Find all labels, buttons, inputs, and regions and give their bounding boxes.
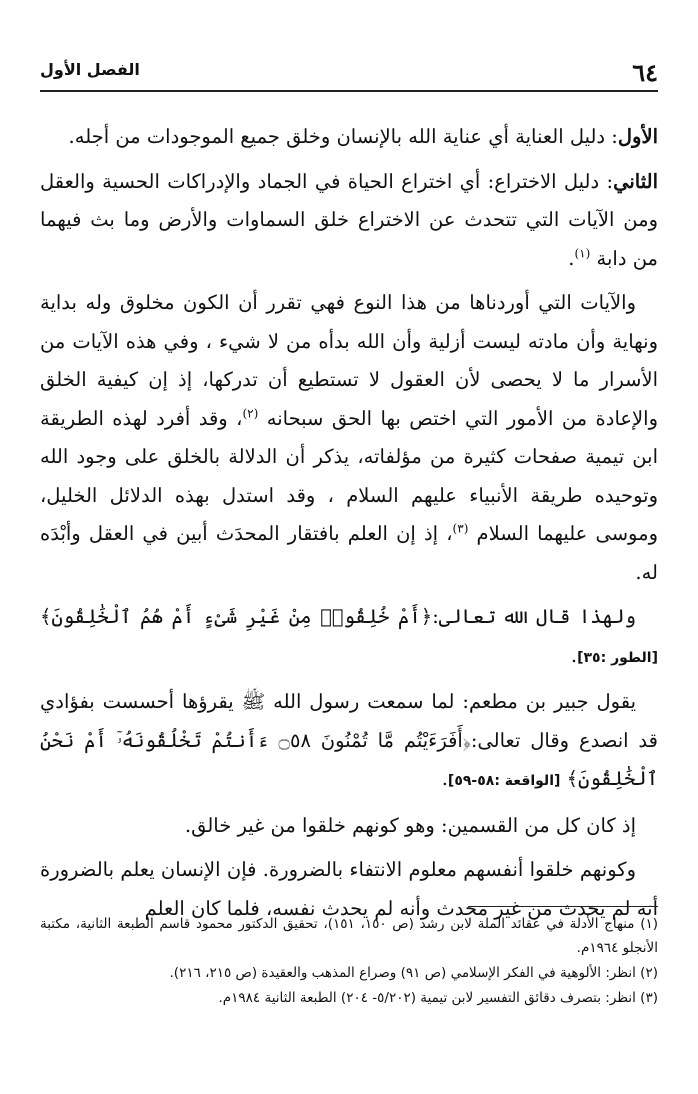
paragraph-first-proof [40, 118, 658, 157]
paragraph-text: والآيات التي أوردناها من هذا النوع فهي تقرر أن الكون مخلوق وله بداية ونهاية وأن مادته ليست أزلية وأن الله بدأه من لا شيء ، وفي هذه الآيات من الأسرار ما لا يحصى لأن العقول لا تستطيع أن تدركها، إذ إن كيفية الخلق والإعادة من الأمور التي اختص بها الحق سبحانه [40, 291, 658, 430]
paragraph-text: ، إذ إن العلم بافتقار المحدَث أبين في العقل وأبْدَه له. [40, 522, 658, 584]
lead-term: الأول [617, 125, 658, 148]
punctuation: . [570, 643, 578, 667]
paragraph-text: : دليل العناية أي عناية الله بالإنسان وخلق جميع الموجودات من أجله. [68, 125, 618, 148]
footnote-3: (٣) انظر: بتصرف دقائق التفسير لابن تيمية (٥/٢٠٢- ٢٠٤) الطبعة الثانية ١٩٨٤م. [218, 990, 658, 1006]
page-number: ٦٤ [632, 58, 658, 87]
paragraph-text: : دليل الاختراع: أي اختراع الحياة في الجماد والإدراكات الحسية والعقل ومن الآيات التي تتحدث عن الاختراع خلق السماوات والأرض وما بث فيهما من دابة [40, 169, 658, 270]
paragraph-two-divisions [40, 807, 658, 846]
paragraph-text: ولهذا قال الله تعالى: [432, 605, 636, 628]
footnote-marker: (١) [574, 246, 591, 260]
paragraph-second-proof [40, 163, 658, 279]
paragraph-text: وكونهم خلقوا أنفسهم معلوم الانتفاء بالضرورة. فإن الإنسان يعلم بالضرورة أنه لم يحدث من غير محدث وأنه لم يحدث نفسه، فلما كان العلم [40, 858, 658, 920]
punctuation: . [441, 767, 448, 790]
main-text [40, 118, 658, 934]
paragraph-verses-discussion [40, 284, 658, 592]
quran-verse: ﴿أَمْ خُلِقُوا۟ مِنْ غَيْرِ شَىْءٍ أَمْ هُمُ ٱلْخَٰلِقُونَ﴾ [40, 605, 433, 628]
paragraph-text: إذ كان كل من القسمين: وهو كونهم خلقوا من غير خالق. [184, 813, 636, 837]
verse-citation: [الطور :٣٥] [577, 649, 658, 666]
lead-term: الثاني [613, 169, 658, 193]
quran-verse: ﴿أَفَرَءَيْتُم مَّا تُمْنُونَ ۝٥٨ ءَأَنتُمْ تَخْلُقُونَهُۥٓ أَمْ نَحْنُ ٱلْخَٰلِقُونَ﴾ [40, 728, 658, 790]
paragraph-quran-tur [40, 598, 658, 677]
footnote-marker: (٢) [242, 406, 259, 420]
footnote-separator [468, 906, 658, 907]
footnotes [40, 912, 658, 1011]
chapter-title: الفصل الأول [40, 60, 140, 79]
punctuation: . [568, 246, 575, 270]
paragraph-quran-waqia [40, 683, 658, 801]
header-rule [40, 90, 658, 92]
footnote-2: (٢) انظر: الألوهية في الفكر الإسلامي (ص ٩١) وصراع المذهب والعقيدة (ص ٢١٥، ٢١٦). [169, 965, 658, 981]
paragraph-text: يقول جبير بن مطعم: لما سمعت رسول الله ﷺ يقرؤها أحسست بفؤادي قد انصدع وقال تعالى: [40, 690, 658, 752]
verse-citation: [الواقعة :٥٨-٥٩] [447, 773, 561, 789]
footnote-1: (١) منهاج الأدلة في عقائد الملة لابن رشد (ص ١٥٠، ١٥١)، تحقيق الدكتور محمود قاسم الطبعة الثانية، مكتبة الأنجلو ١٩٦٤م. [40, 916, 659, 956]
footnote-marker: (٣) [452, 521, 469, 536]
running-header [40, 54, 658, 88]
paragraph-text: ، وقد أفرد لهذه الطريقة ابن تيمية صفحات كثيرة من مؤلفاته، يذكر أن الدلالة بالخلق على وجود الله وتوحيده طريقة الأنبياء عليهم السلام ، وقد استدل بهذه الدلائل الخليل، وموسى عليهما السلام [40, 406, 658, 545]
